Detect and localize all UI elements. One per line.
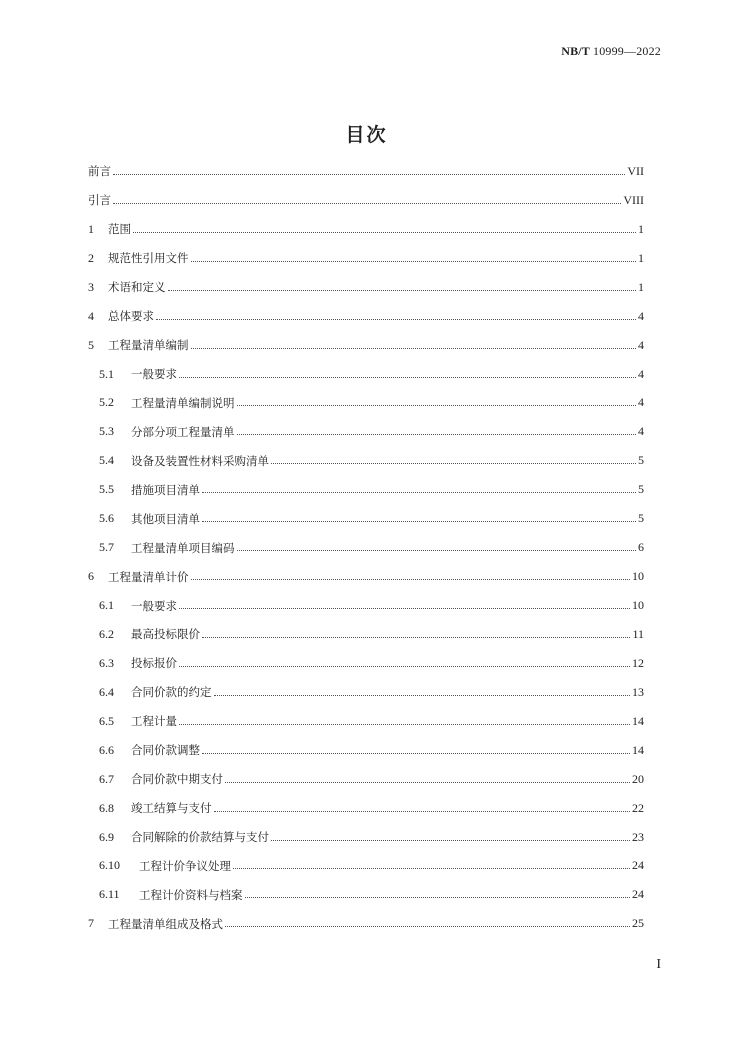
toc-entry[interactable]: [88, 649, 644, 678]
toc-entry-number: 7: [88, 916, 94, 931]
toc-entry-number: 4: [88, 308, 94, 323]
toc-entry[interactable]: [88, 794, 644, 823]
toc-entry[interactable]: [88, 417, 644, 446]
standard-number: 10999—2022: [593, 44, 661, 58]
toc-entry[interactable]: [88, 707, 644, 736]
toc-entry[interactable]: [88, 823, 644, 852]
toc-entry-number: 6.3: [99, 655, 114, 670]
toc-entry[interactable]: [88, 852, 644, 881]
toc-entry-page: 13: [632, 684, 644, 699]
toc-leader-dots: [156, 307, 636, 320]
toc-leader-dots: [179, 654, 630, 667]
toc-entry-number: 5.3: [99, 424, 114, 439]
toc-entry-page: 22: [632, 800, 644, 815]
toc-entry-number: 6.10: [99, 858, 120, 873]
toc-leader-dots: [237, 422, 637, 435]
toc-entry-page: VII: [627, 163, 644, 178]
toc-entry-page: 24: [632, 887, 644, 902]
toc-leader-dots: [271, 828, 630, 841]
toc-leader-dots: [214, 799, 631, 812]
toc-entry-page: 5: [638, 453, 644, 468]
toc-entry-number: 6.4: [99, 684, 114, 699]
footer-page-number: I: [656, 957, 661, 972]
toc-entry-label: 一般要求: [131, 367, 177, 382]
toc-entry-number: 3: [88, 279, 94, 294]
toc-leader-dots: [271, 451, 636, 464]
toc-entry-label: 竣工结算与支付: [131, 801, 212, 816]
toc-entry-number: 6.9: [99, 829, 114, 844]
toc-entry-label: 一般要求: [131, 598, 177, 613]
toc-entry-page: 14: [632, 713, 644, 728]
toc-entry-label: 合同价款的约定: [131, 685, 212, 700]
toc-entry[interactable]: [88, 678, 644, 707]
toc-entry-page: 25: [632, 916, 644, 931]
toc-entry-label: 合同解除的价款结算与支付: [131, 830, 269, 845]
toc-entry[interactable]: [88, 620, 644, 649]
toc-entry-label: 工程量清单组成及格式: [108, 916, 223, 931]
toc-entry-number: 6.1: [99, 598, 114, 613]
toc-entry-page: 24: [632, 858, 644, 873]
toc-leader-dots: [191, 336, 637, 349]
toc-entry[interactable]: [88, 880, 644, 909]
toc-leader-dots: [133, 220, 636, 233]
toc-entry-label: 工程计价争议处理: [139, 858, 231, 873]
toc-entry-number: 6.11: [99, 887, 120, 902]
toc-entry-label: 工程计量: [131, 714, 177, 729]
toc-entry-page: 5: [638, 511, 644, 526]
toc-entry-label: 引言: [88, 193, 111, 208]
toc-entry-label: 前言: [88, 164, 111, 179]
toc-entry-label: 合同价款调整: [131, 743, 200, 758]
toc-entry-label: 分部分项工程量清单: [131, 424, 235, 439]
toc-leader-dots: [225, 770, 630, 783]
toc-entry-label: 最高投标限价: [131, 627, 200, 642]
toc-entry-number: 5.2: [99, 395, 114, 410]
toc-leader-dots: [202, 741, 630, 754]
toc-entry[interactable]: [88, 446, 644, 475]
toc-entry-number: 6.6: [99, 742, 114, 757]
toc-entry[interactable]: [88, 562, 644, 591]
toc-entry-label: 工程量清单编制: [108, 338, 189, 353]
toc-entry-number: 6.7: [99, 771, 114, 786]
toc-entry-number: 5.6: [99, 511, 114, 526]
toc-entry-page: 12: [632, 655, 644, 670]
toc-entry-label: 工程量清单计价: [108, 569, 189, 584]
toc-entry[interactable]: [88, 302, 644, 331]
toc-entry-label: 其他项目清单: [131, 511, 200, 526]
toc-entry-number: 6.5: [99, 713, 114, 728]
standard-code: [561, 44, 661, 59]
toc-entry[interactable]: [88, 909, 644, 938]
toc-entry[interactable]: [88, 504, 644, 533]
toc-entry-page: 4: [638, 424, 644, 439]
toc-entry-label: 措施项目清单: [131, 482, 200, 497]
toc-entry-page: 20: [632, 771, 644, 786]
toc-leader-dots: [168, 278, 637, 291]
toc-entry-page: 10: [632, 569, 644, 584]
toc-entry-number: 6.2: [99, 626, 114, 641]
toc-entry[interactable]: [88, 244, 644, 273]
toc-entry[interactable]: [88, 215, 644, 244]
standard-prefix: NB/T: [561, 44, 590, 58]
toc-entry-page: 1: [638, 221, 644, 236]
toc-leader-dots: [191, 567, 631, 580]
toc-entry-label: 总体要求: [108, 309, 154, 324]
toc-entry-number: 5.7: [99, 540, 114, 555]
toc-entry-page: 4: [638, 337, 644, 352]
toc-entry-label: 投标报价: [131, 656, 177, 671]
toc-entry-number: 6.8: [99, 800, 114, 815]
toc-leader-dots: [233, 856, 630, 869]
toc-leader-dots: [179, 365, 636, 378]
toc-entry-page: 1: [638, 250, 644, 265]
toc-entry-page: VIII: [623, 192, 644, 207]
toc-leader-dots: [214, 683, 631, 696]
toc-entry-page: 5: [638, 482, 644, 497]
toc-leader-dots: [179, 712, 630, 725]
toc-leader-dots: [179, 596, 630, 609]
toc-entry[interactable]: [88, 273, 644, 302]
toc-leader-dots: [202, 625, 630, 638]
toc-leader-dots: [237, 538, 637, 551]
toc-entry-label: 范围: [108, 222, 131, 237]
toc-entry[interactable]: [88, 765, 644, 794]
toc-leader-dots: [113, 162, 625, 175]
toc-entry[interactable]: [88, 360, 644, 389]
toc-entry-label: 设备及装置性材料采购清单: [131, 453, 269, 468]
toc-title: 目次: [345, 124, 388, 146]
toc-entry[interactable]: [88, 331, 644, 360]
toc-entry-label: 工程量清单编制说明: [131, 395, 235, 410]
table-of-contents: [88, 157, 644, 938]
toc-leader-dots: [245, 885, 631, 898]
toc-entry[interactable]: [88, 186, 644, 215]
toc-entry-number: 5.4: [99, 453, 114, 468]
toc-entry-page: 6: [638, 540, 644, 555]
toc-entry[interactable]: [88, 533, 644, 562]
toc-entry-page: 23: [632, 829, 644, 844]
toc-entry-page: 4: [638, 366, 644, 381]
toc-entry-page: 4: [638, 308, 644, 323]
toc-entry-number: 5.5: [99, 482, 114, 497]
toc-leader-dots: [202, 480, 636, 493]
toc-leader-dots: [237, 393, 637, 406]
toc-entry[interactable]: [88, 389, 644, 418]
toc-entry[interactable]: [88, 591, 644, 620]
toc-entry-number: 1: [88, 221, 94, 236]
toc-entry-label: 规范性引用文件: [108, 251, 189, 266]
toc-entry-page: 14: [632, 742, 644, 757]
toc-entry-label: 工程计价资料与档案: [139, 887, 243, 902]
toc-entry-page: 4: [638, 395, 644, 410]
toc-leader-dots: [225, 914, 630, 927]
toc-entry[interactable]: [88, 157, 644, 186]
toc-entry-label: 合同价款中期支付: [131, 772, 223, 787]
toc-entry-number: 2: [88, 250, 94, 265]
toc-entry-page: 1: [638, 279, 644, 294]
toc-entry-number: 5.1: [99, 366, 114, 381]
toc-leader-dots: [202, 509, 636, 522]
toc-entry-label: 工程量清单项目编码: [131, 540, 235, 555]
toc-entry-page: 10: [632, 598, 644, 613]
toc-entry-number: 5: [88, 337, 94, 352]
toc-entry-label: 术语和定义: [108, 280, 166, 295]
toc-leader-dots: [113, 191, 621, 204]
toc-leader-dots: [191, 249, 637, 262]
toc-entry[interactable]: [88, 475, 644, 504]
toc-entry-page: 11: [632, 626, 644, 641]
toc-entry-number: 6: [88, 569, 94, 584]
toc-entry[interactable]: [88, 736, 644, 765]
